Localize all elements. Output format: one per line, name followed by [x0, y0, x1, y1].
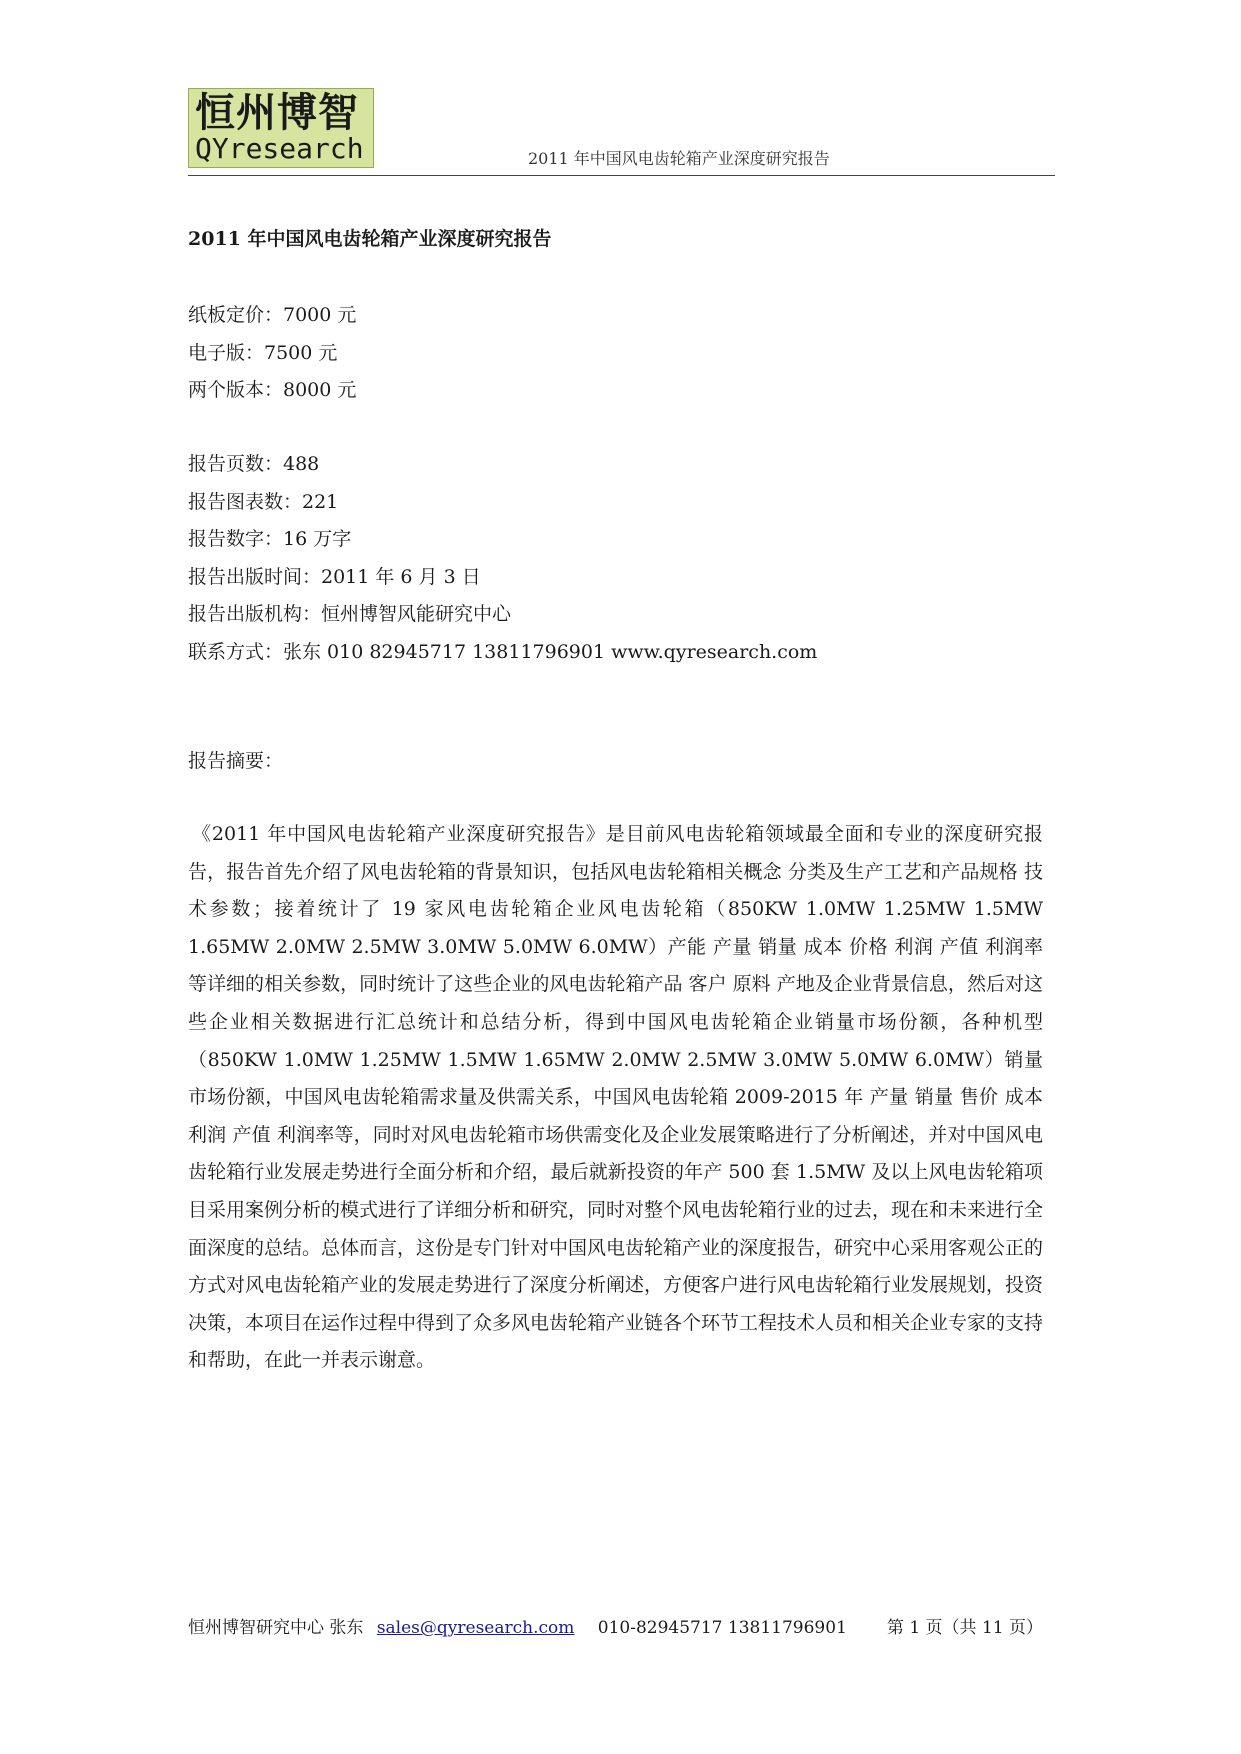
spec-word-count: 报告数字：16 万字: [188, 528, 352, 550]
footer-email-link[interactable]: sales@qyresearch.com: [376, 1618, 575, 1638]
logo-chinese-text: 恒州博智: [195, 89, 359, 136]
spec-contact: 联系方式：张东 010 82945717 13811796901 www.qyresearch.com: [188, 640, 818, 663]
price-print: 纸板定价：7000 元: [188, 304, 357, 326]
summary-paragraph: 《2011 年中国风电齿轮箱产业深度研究报告》是目前风电齿轮箱领域最全面和专业的深度研究报告，报告首先介绍了风电齿轮箱的背景知识，包括风电齿轮箱相关概念 分类及生产工艺和产品规格 技术参数；接着统计了 19 家风电齿轮箱企业风电齿轮箱（850KW 1.0MW 1.25MW 1.5MW 1.65MW 2.0MW 2.5MW 3.0MW 5.0MW 6.0MW）产能 产量 销量 成本 价格 利润 产值 利润率等详细的相关参数，同时统计了这些企业的风电齿轮箱产品 客户 原料 产地及企业背景信息，然后对这些企业相关数据进行汇总统计和总结分析，得到中国风电齿轮箱企业销量市场份额，各种机型（850KW 1.0MW 1.25MW 1.5MW 1.65MW 2.0MW 2.5MW 3.0MW 5.0MW 6.0MW）销量市场份额，中国风电齿轮箱需求量及供需关系，中国风电齿轮箱 2009-2015 年 产量 销量 售价 成本 利润 产值 利润率等，同时对风电齿轮箱市场供需变化及企业发展策略进行了分析阐述，并对中国风电齿轮箱行业发展走势进行全面分析和介绍，最后就新投资的年产 500 套 1.5MW 及以上风电齿轮箱项目采用案例分析的模式进行了详细分析和研究，同时对整个风电齿轮箱行业的过去，现在和未来进行全面深度的总结。总体而言，这份是专门针对中国风电齿轮箱产业的深度报告，研究中心采用客观公正的方式对风电齿轮箱产业的发展走势进行了深度分析阐述，方便客户进行风电齿轮箱行业发展规划，投资决策，本项目在运作过程中得到了众多风电齿轮箱产业链各个环节工程技术人员和相关企业专家的支持和帮助，在此一并表示谢意。: [188, 823, 1044, 1372]
price-both: 两个版本：8000 元: [188, 379, 357, 401]
spec-publisher: 报告出版机构：恒州博智风能研究中心: [188, 603, 512, 625]
price-electronic: 电子版：7500 元: [188, 341, 338, 364]
document-title: 2011 年中国风电齿轮箱产业深度研究报告: [188, 228, 552, 250]
footer-phones: 010-82945717 13811796901: [597, 1618, 847, 1638]
footer-page-number: 第 1 页（共 11 页）: [886, 1618, 1043, 1638]
spec-charts: 报告图表数：221: [188, 490, 339, 513]
report-specs: [188, 446, 817, 671]
logo-english-text: QYresearch: [195, 132, 364, 165]
logo: [188, 88, 374, 168]
spec-publish-date: 报告出版时间：2011 年 6 月 3 日: [188, 565, 481, 588]
summary-heading: 报告摘要：: [188, 750, 284, 772]
spec-pages: 报告页数：488: [188, 453, 320, 475]
header-divider: [188, 175, 1055, 176]
footer-org-contact: 恒州博智研究中心 张东: [188, 1618, 364, 1638]
running-header-title: 2011 年中国风电齿轮箱产业深度研究报告: [528, 149, 830, 168]
price-list: [188, 297, 356, 410]
page-footer: [188, 1616, 1055, 1640]
